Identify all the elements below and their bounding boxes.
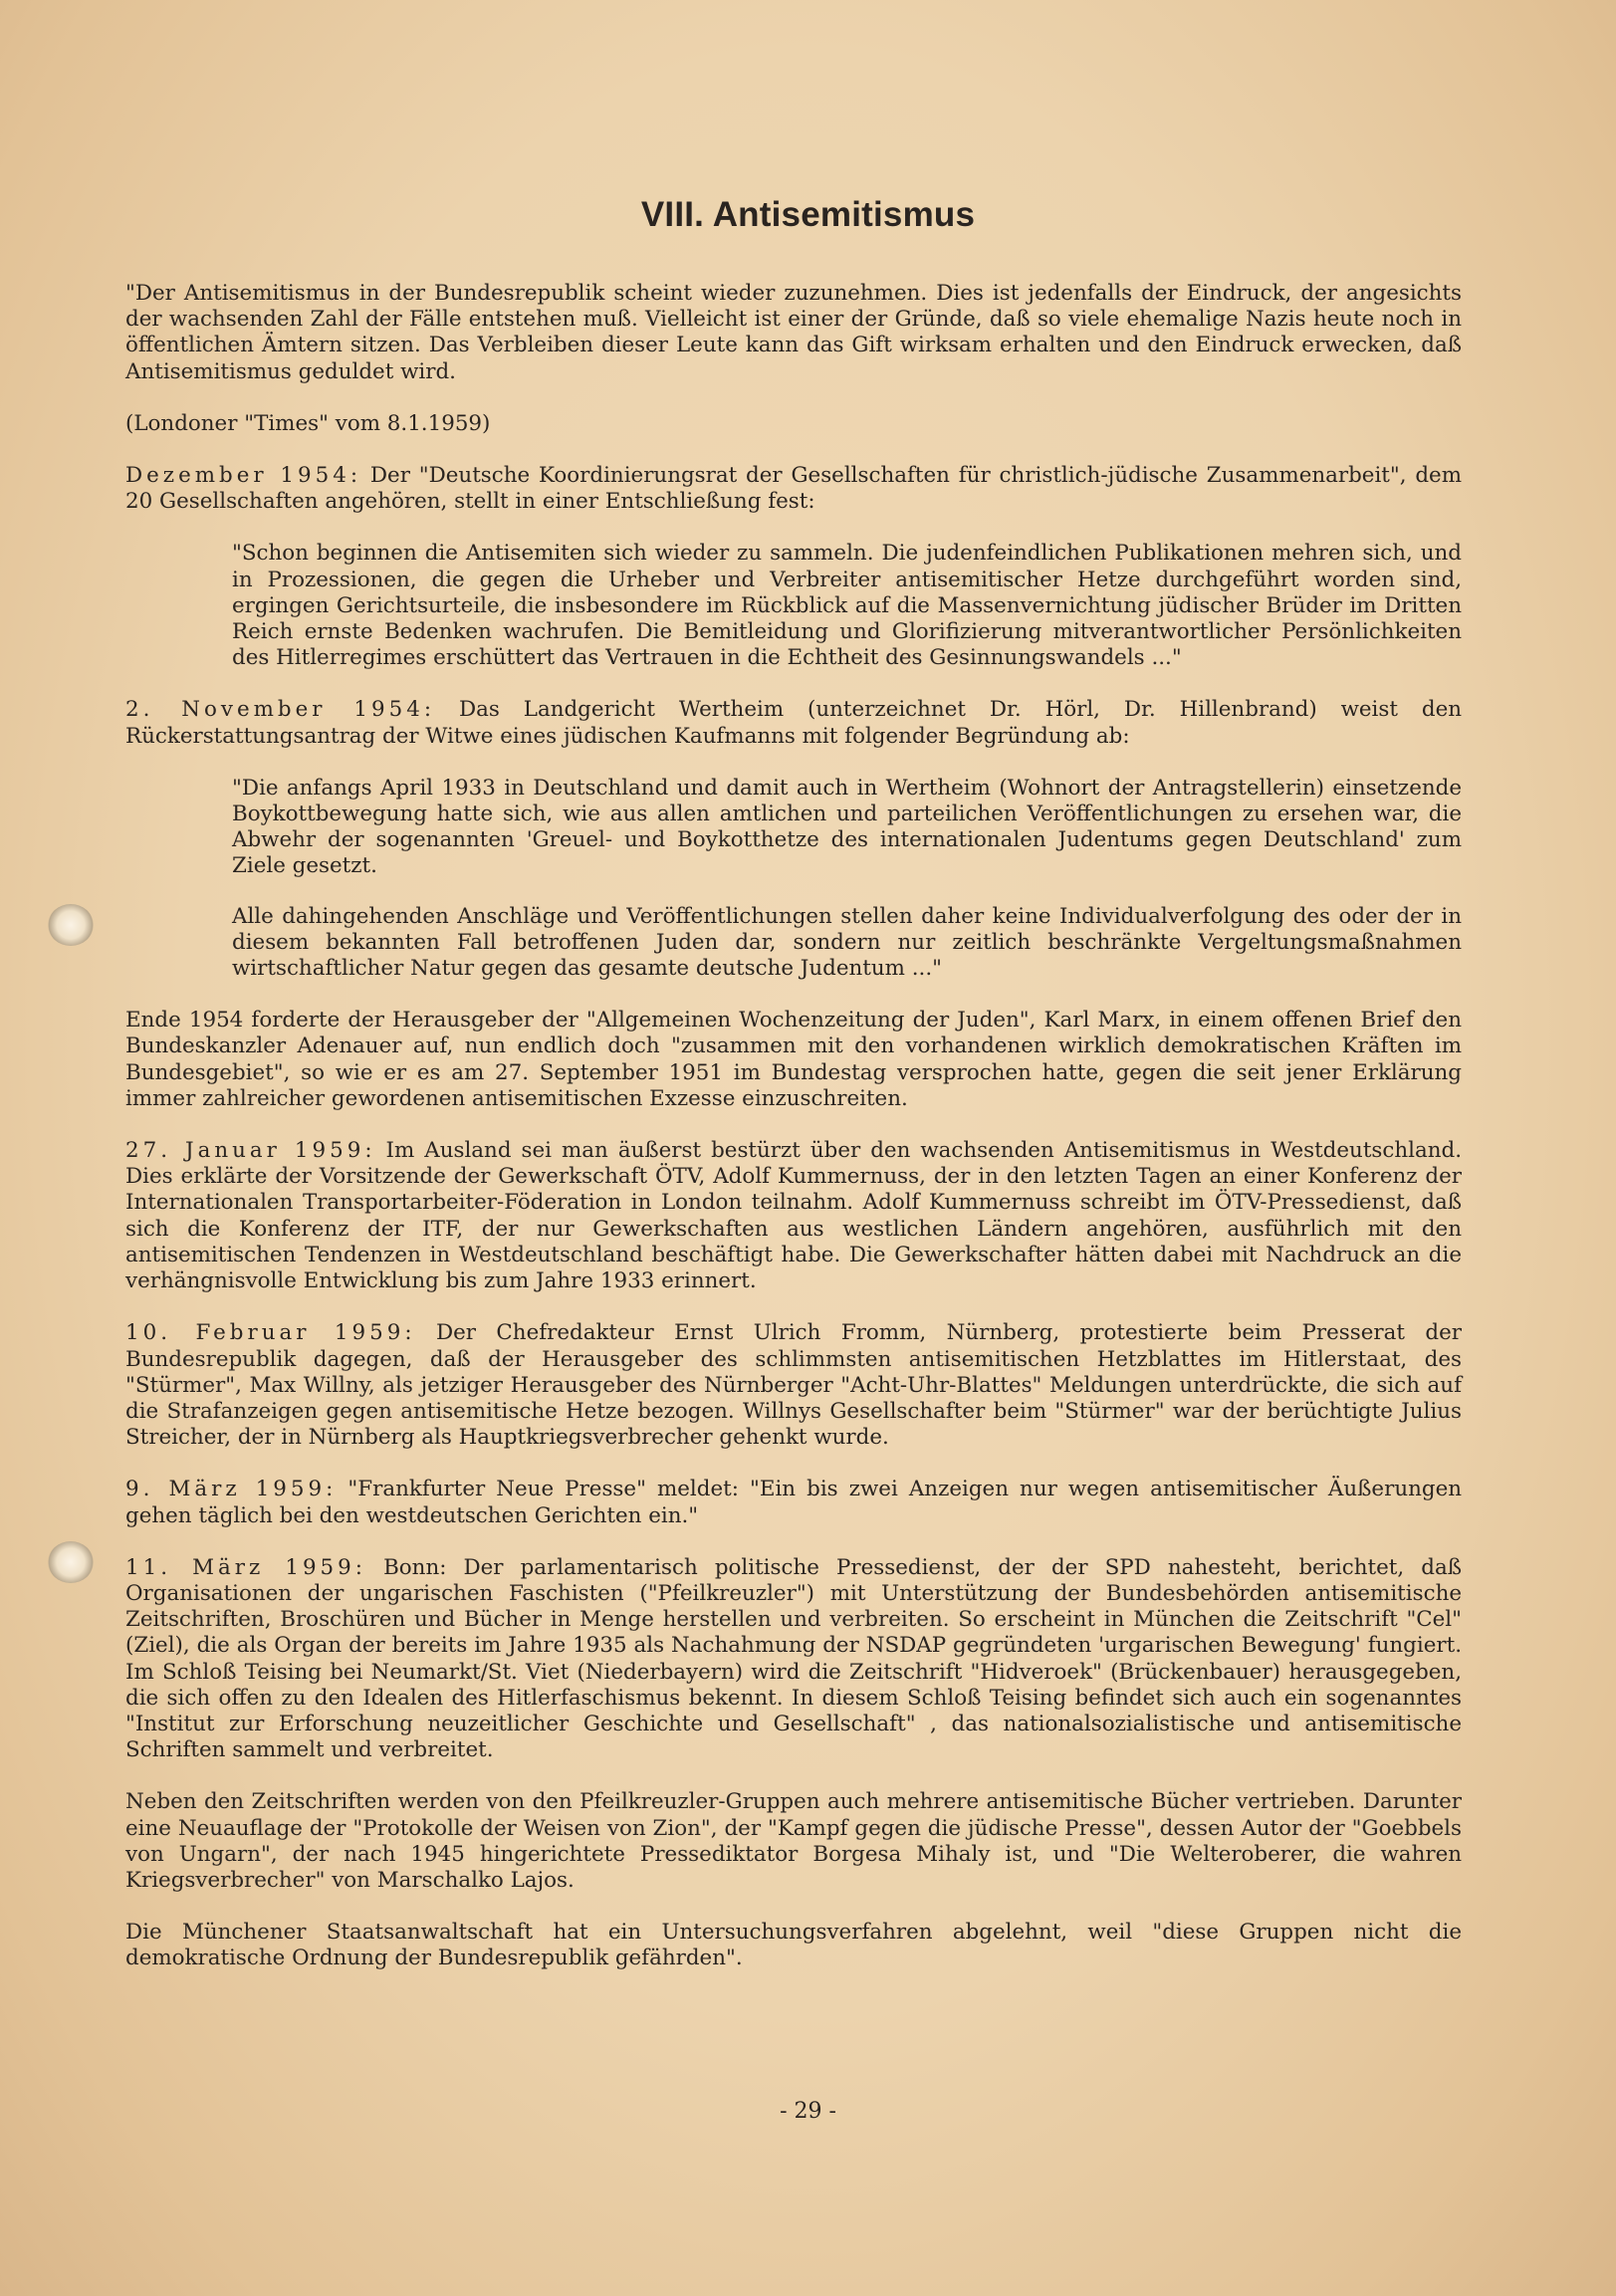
entry-date: 2. November 1954: xyxy=(125,697,436,723)
punch-hole-top xyxy=(48,904,94,946)
block-quote: "Die anfangs April 1933 in Deutschland und damit auch in Wertheim (Wohnort der Antragstellerin) einsetzende Boykottbewegung hatte sich, wie aus allen amtlichen und parteilichen Veröffentlichungen zu ersehen war, die Abwehr der sogenannten 'Greuel- und Boykotthetze des internationalen Judentums gegen Deutschland' zum Ziele gesetzt. xyxy=(232,775,1462,879)
entry-dezember-1954 xyxy=(125,463,1462,515)
entry-text: Der Chefredakteur Ernst Ulrich Fromm, Nürnberg, protestierte beim Presserat der Bundesrepublik dagegen, daß der Herausgeber des schlimmsten antisemitischen Hetzblattes im Hitlerstaat, des "Stürmer", Max Willny, als jetziger Herausgeber des Nürnberger "Acht-Uhr-Blattes" Meldungen unterdrückte, die sich auf die Strafanzeigen gegen antisemitische Hetze bezogen. Willnys Gesellschafter beim "Stürmer" war der berüchtigte Julius Streicher, der in Nürnberg als Hauptkriegsverbrecher gehenkt wurde. xyxy=(125,1320,1462,1451)
document-body xyxy=(125,281,1462,1998)
entry-text: Im Ausland sei man äußerst bestürzt über den wachsenden Antisemitismus in Westdeutschland. Dies erklärte der Vorsitzende der Gewerkschaft ÖTV, Adolf Kummernuss, der in den letzten Tagen an einer Konferenz der Internationalen Transportarbeiter-Föderation in London teilnahm. Adolf Kummernuss schreibt im ÖTV-Pressedienst, daß sich die Konferenz der ITF, der nur Gewerkschaften aus westlichen Ländern angehören, ausführlich mit den antisemitischen Tendenzen in Westdeutschland beschäftigt habe. Die Gewerkschafter hätten dabei mit Nachdruck an die verhängnisvolle Entwicklung bis zum Jahre 1933 erinnert. xyxy=(125,1138,1463,1294)
punch-hole-bottom xyxy=(48,1541,94,1583)
block-quote: Alle dahingehenden Anschläge und Veröffentlichungen stellen daher keine Individualverfolgung des oder der in diesem bekannten Fall betroffenen Juden dar, sondern nur zeitlich beschränkte Vergeltungsmaßnahmen wirtschaftlicher Natur gegen das gesamte deutsche Judentum ..." xyxy=(232,903,1462,982)
entry-november-1954 xyxy=(125,697,1462,749)
page-title: VIII. Antisemitismus xyxy=(640,195,976,234)
paragraph-neben: Neben den Zeitschriften werden von den Pfeilkreuzler-Gruppen auch mehrere antisemitische Bücher vertrieben. Darunter eine Neuauflage der "Protokolle der Weisen von Zion", der "Kampf gegen die jüdische Presse", dessen Autor der "Goebbels von Ungarn", der nach 1945 hingerichtete Pressediktator Borgesa Mihaly ist, und "Die Welteroberer, die wahren Kriegsverbrecher" von Marschalko Lajos. xyxy=(125,1789,1462,1893)
entry-ende-1954: Ende 1954 forderte der Herausgeber der "Allgemeinen Wochenzeitung der Juden", Karl Marx, in einem offenen Brief den Bundeskanzler Adenauer auf, nun endlich doch "zusammen mit den vorhandenen wirklich demokratischen Kräften im Bundesgebiet", so wie er es am 27. September 1951 im Bundestag versprochen hatte, gegen die seit jener Erklärung immer zahlreicher gewordenen antisemitischen Exzesse einzuschreiten. xyxy=(125,1008,1462,1111)
page-number: - 29 - xyxy=(780,2099,836,2124)
entry-date: 27. Januar 1959: xyxy=(125,1138,376,1164)
block-quote: "Schon beginnen die Antisemiten sich wieder zu sammeln. Die judenfeindlichen Publikationen mehren sich, und in Prozessionen, die gegen die Urheber und Verbreiter antisemitischer Hetze durchgeführt worden sind, ergingen Gerichtsurteile, die insbesondere im Rückblick auf die Massenvernichtung jüdischer Brüder im Dritten Reich ernste Bedenken wachrufen. Die Bemitleidung und Glorifizierung mitverantwortlicher Persönlichkeiten des Hitlerregimes erschüttert das Vertrauen in die Echtheit des Gesinnungswandels ..." xyxy=(232,541,1462,671)
entry-text: Bonn: Der parlamentarisch politische Pressedienst, der der SPD nahesteht, berichtet, daß Organisationen der ungarischen Faschisten ("Pfeilkreuzler") mit Unterstützung der Bundesbehörden antisemitische Zeitschriften, Broschüren und Bücher in Menge herstellen und verbreiten. So erscheint in München die Zeitschrift "Cel" (Ziel), die als Organ der bereits im Jahre 1935 als Nachahmung der NSDAP gegründeten 'urgarischen Bewegung' fungiert. Im Schloß Teising bei Neumarkt/St. Viet (Niederbayern) wird die Zeitschrift "Hidveroek" (Brückenbauer) herausgegeben, die sich offen zu den Idealen des Hitlerfaschismus bekennt. In diesem Schloß Teising befindet sich auch ein sogenanntes "Institut zur Erforschung neuzeitlicher Geschichte und Gesellschaft" , das nationalsozialistische und antisemitische Schriften sammelt und verbreitet. xyxy=(125,1554,1462,1763)
entry-februar-1959 xyxy=(125,1320,1462,1451)
intro-quote: "Der Antisemitismus in der Bundesrepublik scheint wieder zuzunehmen. Dies ist jedenfalls der Eindruck, der angesichts der wachsenden Zahl der Fälle entstehen muß. Vielleicht ist einer der Gründe, daß so viele ehemalige Nazis heute noch in öffentlichen Ämtern sitzen. Das Verbleiben dieser Leute kann das Gift wirksam erhalten und den Eindruck erwecken, daß Antisemitismus geduldet wird. xyxy=(125,281,1462,384)
entry-date: Dezember 1954: xyxy=(125,463,362,489)
paragraph-muenchen: Die Münchener Staatsanwaltschaft hat ein Untersuchungsverfahren abgelehnt, weil "diese Gruppen nicht die demokratische Ordnung der Bundesrepublik gefährden". xyxy=(125,1920,1462,1971)
intro-source: (Londoner "Times" vom 8.1.1959) xyxy=(125,410,491,436)
entry-januar-1959 xyxy=(125,1138,1462,1294)
entry-date: 9. März 1959: xyxy=(125,1477,338,1502)
entry-maerz-11-1959 xyxy=(125,1555,1462,1764)
entry-text: Das Landgericht Wertheim (unterzeichnet Dr. Hörl, Dr. Hillenbrand) weist den Rückerstattungsantrag der Witwe eines jüdischen Kaufmanns mit folgender Begründung ab: xyxy=(125,697,1462,749)
entry-text: "Frankfurter Neue Presse" meldet: "Ein bis zwei Anzeigen nur wegen antisemitischer Äußerungen gehen täglich bei den westdeutschen Gerichten ein." xyxy=(125,1477,1463,1528)
entry-date: 10. Februar 1959: xyxy=(125,1320,416,1346)
entry-maerz-9-1959 xyxy=(125,1477,1462,1528)
entry-date: 11. März 1959: xyxy=(125,1554,366,1580)
entry-text: Der "Deutsche Koordinierungsrat der Gesellschaften für christlich-jüdische Zusammenarbeit", dem 20 Gesellschaften angehören, stellt in einer Entschließung fest: xyxy=(125,463,1463,515)
